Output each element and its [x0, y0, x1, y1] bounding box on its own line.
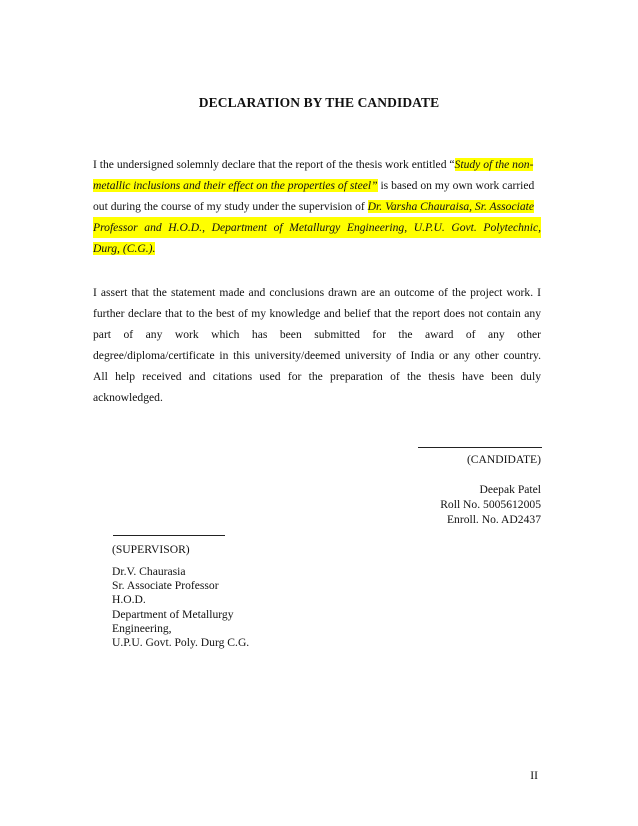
assertion-paragraph: [93, 282, 541, 408]
declaration-line-1: [93, 154, 541, 175]
candidate-signature-line: [418, 447, 542, 448]
assertion-line-3: part of any work which has been submitted for the award of any other: [93, 328, 541, 341]
candidate-roll-number: Roll No. 5005612005: [440, 498, 541, 511]
supervisor-institute: U.P.U. Govt. Poly. Durg C.G.: [112, 636, 250, 650]
supervisor-signature-line: [113, 535, 225, 536]
page-number: II: [530, 769, 538, 782]
supervisor-highlight: Professor and H.O.D., Department of Metallurgy Engineering, U.P.U. Govt. Polytechnic,: [93, 217, 541, 238]
declaration-text: out during the course of my study under the supervision of: [93, 200, 368, 213]
declaration-line-3: [93, 196, 541, 217]
assertion-line-1: I assert that the statement made and conclusions drawn are an outcome of the project work. I: [93, 286, 541, 299]
assertion-line-5: All help received and citations used for the preparation of the thesis have been duly: [93, 370, 541, 383]
supervisor-role: (SUPERVISOR): [112, 543, 190, 556]
thesis-title-highlight: metallic inclusions and their effect on the properties of steel”: [93, 179, 378, 192]
declaration-text: is based on my own work carried: [377, 179, 535, 192]
supervisor-name: Dr.V. Chaurasia: [112, 565, 186, 578]
declaration-text: I the undersigned solemnly declare that the report of the thesis work entitled “: [93, 158, 455, 171]
declaration-line-4: [93, 217, 541, 238]
supervisor-hod: H.O.D.: [112, 593, 146, 607]
page-title: DECLARATION BY THE CANDIDATE: [198, 95, 440, 110]
candidate-enroll-number: Enroll. No. AD2437: [446, 513, 541, 526]
declaration-paragraph: [93, 154, 541, 259]
supervisor-position: Sr. Associate Professor: [112, 579, 219, 593]
assertion-line-4: degree/diploma/certificate in this university/deemed university of India or any other country.: [93, 349, 541, 362]
assertion-line-6: acknowledged.: [93, 391, 163, 404]
declaration-line-2: [93, 175, 541, 196]
assertion-line-2: further declare that to the best of my knowledge and belief that the report does not contain any: [93, 307, 541, 320]
candidate-name: Deepak Patel: [479, 483, 541, 496]
supervisor-department-cont: Engineering,: [112, 621, 172, 635]
supervisor-department: Department of Metallurgy: [112, 607, 234, 621]
supervisor-highlight: Durg, (C.G.).: [93, 242, 156, 255]
supervisor-highlight: Dr. Varsha Chauraisa, Sr. Associate: [367, 200, 534, 213]
supervisor-details: [112, 565, 249, 650]
candidate-role: (CANDIDATE): [466, 453, 541, 466]
declaration-line-5: [93, 238, 541, 259]
thesis-title-highlight: Study of the non-: [454, 158, 534, 171]
